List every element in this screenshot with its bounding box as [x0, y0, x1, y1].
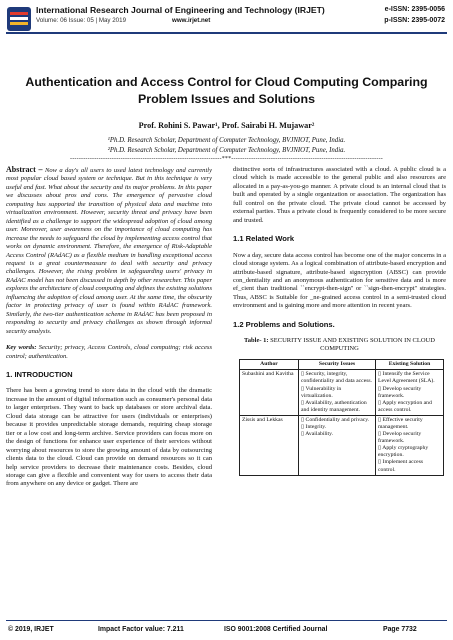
table-header-row: [240, 360, 444, 370]
issue-item: ▯ Vulnerability in virtualization.: [301, 385, 342, 399]
abstract: [6, 166, 212, 336]
solution-item: ▯ Apply cryptography encryption.: [378, 445, 429, 459]
solution-item: ▯ Effective security management.: [378, 416, 423, 430]
related-work-heading: 1.1 Related Work: [233, 234, 295, 244]
abstract-text: Now a day's all users to used latest technology and currently most popular cloud based system or technique. But in this technique is very useful and fast. What about the security and its major problems. In this paper we discusses about pros and cons. The emergence of pervasive cloud computing has supported the transition of physical data and machine into virtualization environment. However, security threat and privacy have been identified as a challenge to support the widespread adoption of cloud among user. Moreover, user awareness on the importance of cloud computing has increase the needs to safeguard the cloud by implementing access control that works on dynamic environment. Therefore, the emergence of Risk-Adaptable Access Control (RAdAC) as a flexible medium in handling exceptional access request is a great countermeasure to deal with security and privacy challenges. However, the rising problem in safeguarding users' privacy in RAdAC model has not been discussed in depth by other researcher. This paper explores the architecture of cloud computing and defines the existing solutions influencing the adoption of cloud among user. At the same time, the obscurity factor in protecting privacy of user is found within RAdAC framework. Similarly, the two-tier authentication scheme in RAdAC has been proposed in responding to security and privacy challenges as shown through informal security analysis.: [6, 167, 212, 335]
affiliation-2: ²Ph.D. Research Scholar, Department of Computer Technology, BVJNIOT, Pune, India.: [107, 147, 346, 154]
journal-header: [0, 0, 453, 38]
cloud-types-text: distinctive sorts of infrastructures associated with a cloud. A public cloud is a cloud which is made accessible to the general public and also resources are allocated in a pay-as-you-go manner. A private cloud is an internal cloud that is built and operated by a single organization or association. The organization has full control on the private cloud. The private cloud cannot be accessed by external parties. Thus a private cloud is frequently considered to be more secure and trusted.: [233, 166, 446, 224]
table-row: [240, 370, 444, 416]
irjet-logo-icon: [6, 6, 32, 32]
issue-item: ▯ Integrity.: [301, 424, 327, 430]
abstract-label: Abstract –: [6, 165, 43, 174]
title-line-1: Authentication and Access Control for Cloud Computing Comparing: [25, 75, 428, 89]
security-issues-table: [239, 359, 444, 475]
related-work-text: Now a day, secure data access control has become one of the major concerns in a cloud storage system. As a logical combination of attribute-based encryption and attribute-based signature, attribute-based signcryption (ABSC) can provide con_dentiality and an anonymous authentication for sensitive data and is more ef_cient than traditional ``encrypt-then-sign'' or ``sign-then-encrypt'' strategies. Thus, ABSC is Suitable for _ne-grained access control in a semi-trusted cloud environment and is gaining more and more attention in recent years.: [233, 251, 446, 310]
eissn: e-ISSN: 2395-0056: [384, 6, 445, 13]
table-cell-solutions: [376, 415, 444, 475]
column-header-author: Author: [240, 360, 299, 370]
volume-line: [36, 17, 210, 24]
table-cell-solutions: [376, 370, 444, 416]
table-cell-author: Zissis and Lekkas: [240, 415, 299, 475]
issue-item: ▯ Confidentiality and privacy.: [301, 416, 370, 423]
table-cell-issues: [299, 415, 376, 475]
solution-item: ▯ Intensify the Service Level Agreement (SLA).: [378, 371, 435, 385]
footer-divider: [6, 620, 447, 621]
keywords-text: Security; privacy, Access Controls, cloud computing; risk access control; authentication.: [6, 344, 212, 360]
header-divider: [6, 32, 447, 34]
table-caption: [233, 337, 446, 353]
journal-website-link[interactable]: www.irjet.net: [172, 17, 211, 24]
problems-heading: 1.2 Problems and Solutions.: [233, 319, 335, 329]
table-cell-issues: [299, 370, 376, 416]
pissn: p-ISSN: 2395-0072: [384, 17, 445, 24]
title-line-2: Problem Issues and Solutions: [138, 91, 315, 106]
authors: Prof. Rohini S. Pawar¹, Prof. Sairabi H. Mujawar²: [138, 121, 315, 130]
keywords-label: Key words:: [6, 344, 37, 352]
section-separator: ---------------------------------------------------------------------***---------------------------------------------------------------------: [70, 156, 383, 162]
footer-impact-factor: Impact Factor value: 7.211: [98, 626, 184, 633]
right-column: [233, 166, 446, 476]
solution-item: ▯ Develop security framework.: [378, 431, 422, 445]
issue-item: ▯ Availability.: [301, 431, 334, 438]
introduction-heading: 1. INTRODUCTION: [6, 369, 73, 379]
issue-item: ▯ Availability, authentication and identity management.: [301, 399, 367, 413]
footer-copyright: © 2019, IRJET: [8, 626, 54, 633]
left-column: [6, 166, 212, 489]
column-header-existing-solution: Existing Solution: [376, 360, 444, 370]
paper-title: [20, 74, 433, 107]
table-caption-text: SECURITY ISSUE AND EXISTING SOLUTION IN CLOUD COMPUTING: [270, 337, 435, 353]
footer-iso: ISO 9001:2008 Certified Journal: [224, 626, 328, 633]
solution-item: ▯ Implement access control.: [378, 459, 424, 473]
column-header-security-issues: Security Issues: [299, 360, 376, 370]
journal-title: International Research Journal of Engineering and Technology (IRJET): [36, 5, 325, 15]
affiliation-1: ¹Ph.D. Research Scholar, Department of Computer Technology, BVJNIOT, Pune, India.: [107, 137, 346, 144]
table-caption-label: Table- 1:: [244, 337, 269, 345]
page-footer: [0, 620, 453, 640]
table-cell-author: Subashini and Kavitha: [240, 370, 299, 416]
solution-item: ▯ Apply encryption and access control.: [378, 399, 432, 413]
issue-item: ▯ Security, integrity, confidentiality and data access.: [301, 371, 373, 385]
keywords: [6, 344, 212, 361]
footer-page-number: Page 7732: [383, 626, 417, 633]
table-row: [240, 415, 444, 475]
volume-issue: Volume: 06 Issue: 05 | May 2019: [36, 17, 127, 24]
solution-item: ▯ Develop security framework.: [378, 385, 422, 399]
introduction-text: There has been a growing trend to store data in the cloud with the dramatic increase in the amount of digital information such as consumer's personal data to larger enterprises. They want to back up databases or store archival data. Cloud data storage can be attractive for users (individuals or enterprises) because it provides unpredictable storage demands, requiring cheap storage tier or a low cost and long-term archive. Service providers can focus more on the design of functions for enhance user experience of their services without worrying about resources to store the growing amount of data by outsourcing clients data to the cloud. Cloud can provide on demand resources so it can help service providers to decrease their maintenance costs. Besides, cloud storage can give a flexible and convenient way for users to access their data from anywhere on any device or gadget. There are: [6, 387, 212, 488]
